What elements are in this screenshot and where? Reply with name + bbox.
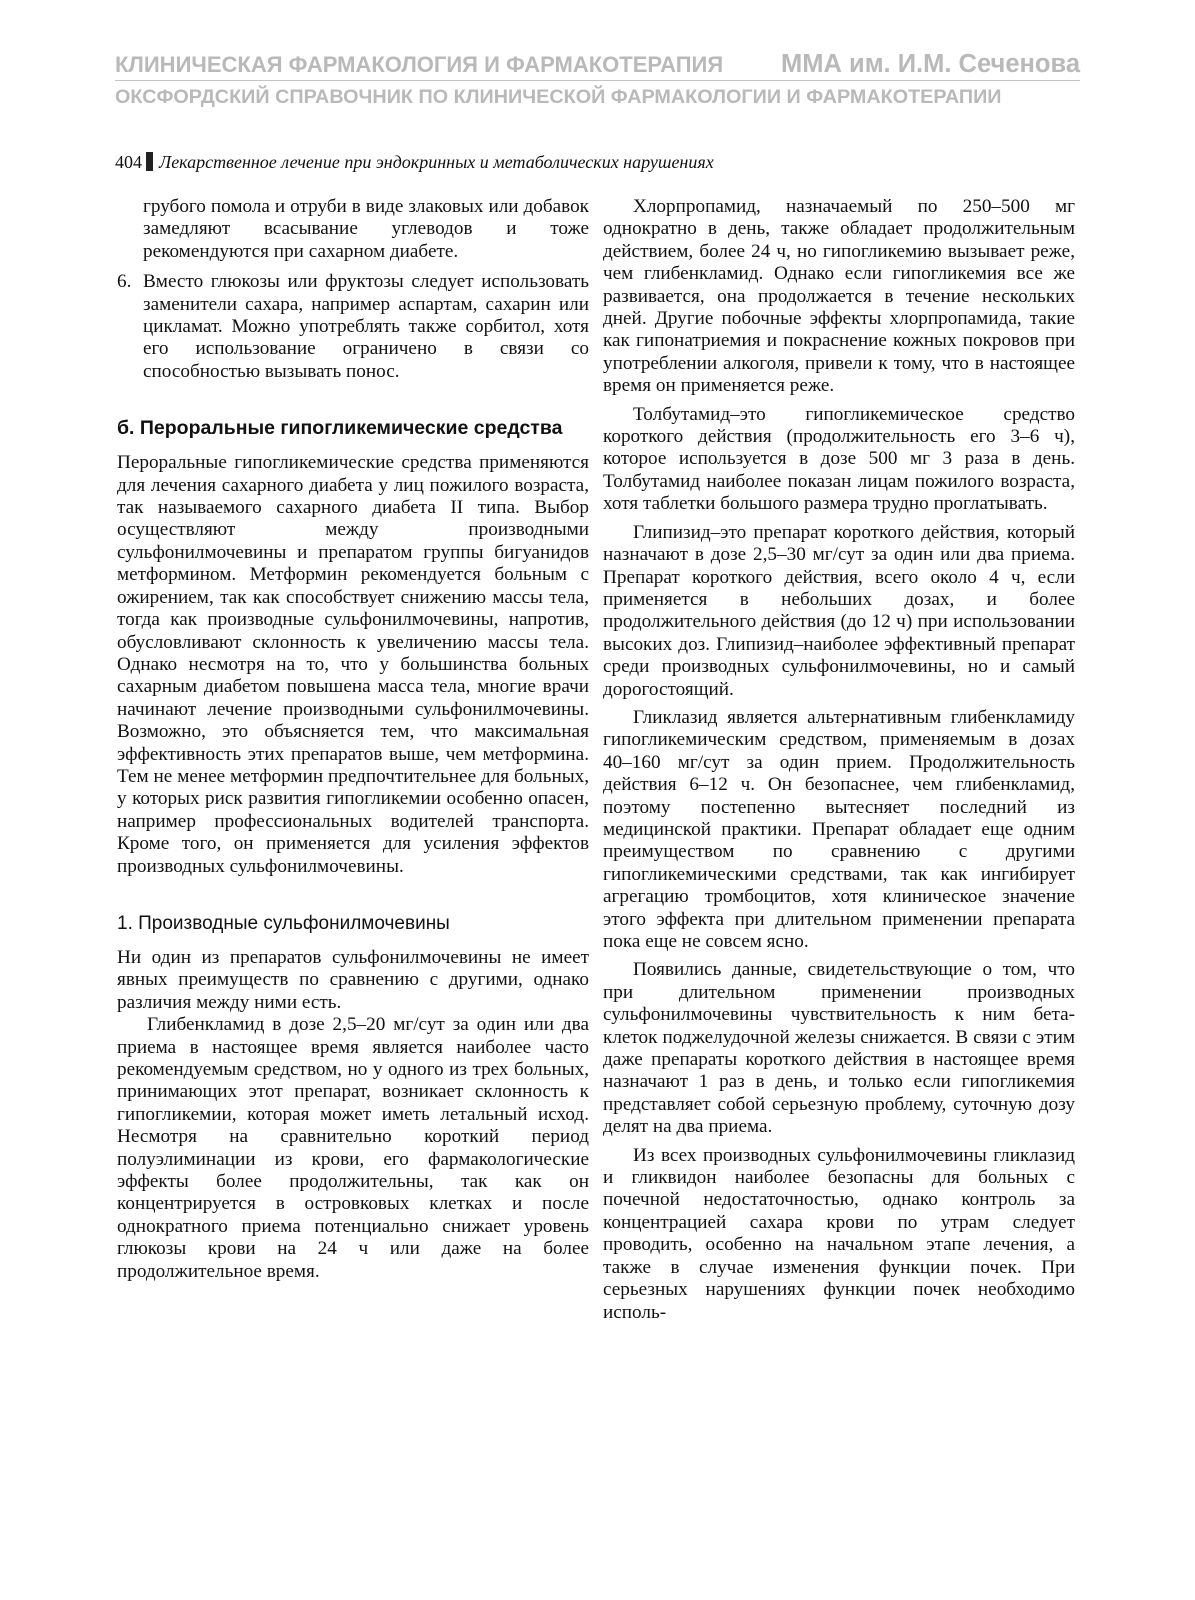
- running-title: Лекарственное лечение при эндокринных и метаболических нарушениях: [159, 152, 714, 172]
- watermark-university: ММА им. И.М. Сеченова: [781, 50, 1080, 78]
- paragraph: Появились данные, свидетельствующие о том, что при длительном применении производных сульфонилмочевины чувствительность к ним бета-клеток поджелудочной железы снижается. В связи с этим даже препараты короткого действия в настоящее время назначают 1 раз в день, и только если гипогликемия представляет собой серьезную проблему, суточную дозу делят на два приема.: [603, 959, 1075, 1138]
- section-paragraph: Пероральные гипогликемические средства применяются для лечения сахарного диабета у лиц пожилого возраста, так называемого сахарного диабета II типа. Выбор осуществляют между производными сульфонилмочевины и препаратом группы бигуанидов метформином. Метформин рекомендуется больным с ожирением, так как способствует снижению массы тела, тогда как производные сульфонилмочевины, напротив, обусловливают склонность к увеличению массы тела. Однако несмотря на то, что у большинства больных сахарным диабетом повышена масса тела, многие врачи начинают лечение производными сульфонилмочевины. Возможно, это объясняется тем, что максимальная эффективность этих препаратов выше, чем метформина. Тем не менее метформин предпочтительнее для больных, у которых риск развития гипогликемии особенно опасен, например профессиональных водителей транспорта. Кроме того, он применяется для усиления эффектов производных сульфонилмочевины.: [117, 452, 589, 877]
- list-item-continuation: грубого помола и отруби в виде злаковых или добавок замедляют всасывание углеводов и тоже рекомендуются при сахарном диабете.: [143, 196, 589, 262]
- watermark-course-title: КЛИНИЧЕСКАЯ ФАРМАКОЛОГИЯ И ФАРМАКОТЕРАПИЯ: [115, 52, 724, 77]
- list-item-number: 6.: [117, 271, 132, 293]
- paragraph: Из всех производных сульфонилмочевины гликлазид и гликвидон наиболее безопасны для больных с почечной недостаточностью, однако контроль за концентрацией сахара крови по утрам следует проводить, особенно на начальном этапе лечения, а также в случае изменения функции почек. При серьезных нарушениях функции почек необходимо исполь-: [603, 1144, 1075, 1323]
- left-column: [117, 196, 589, 1283]
- paragraph: Глибенкламид в дозе 2,5–20 мг/сут за один или два приема в настоящее время является наиболее часто рекомендуемым средством, но у одного из трех больных, принимающих этот препарат, возникает склонность к гипогликемии, которая может иметь летальный исход. Несмотря на сравнительно короткий период полуэлиминации из крови, его фармакологические эффекты более продолжительны, так как он концентрируется в островковых клетках и после однократного приема потенциально снижает уровень глюкозы крови на 24 ч или даже на более продолжительное время.: [117, 1014, 589, 1282]
- paragraph: Глипизид–это препарат короткого действия, который назначают в дозе 2,5–30 мг/сут за один или два приема. Препарат короткого действия, всего около 4 ч, если применяется в небольших дозах, и более продолжительного действия (до 12 ч) при использовании высоких доз. Глипизид–наиболее эффективный препарат среди производных сульфонилмочевины, но и самый дорогостоящий.: [603, 521, 1075, 700]
- subsection-heading: 1. Производные сульфонилмочевины: [117, 912, 450, 934]
- list-item-6: [117, 271, 589, 383]
- paragraph: Толбутамид–это гипогликемическое средство короткого действия (продолжительность его 3–6 ч), которое используется в дозе 500 мг 3 раза в день. Толбутамид наиболее показан лицам пожилого возраста, хотя таблетки большого размера трудно проглатывать.: [603, 403, 1075, 515]
- list-item-text: Вместо глюкозы или фруктозы следует использовать заменители сахара, например аспартам, сахарин или цикламат. Можно употреблять также сорбитол, хотя его использование ограничено в связи со способностью вызывать понос.: [143, 271, 589, 382]
- running-header: [115, 152, 1080, 173]
- watermark-book-title: ОКСФОРДСКИЙ СПРАВОЧНИК ПО КЛИНИЧЕСКОЙ ФАРМАКОЛОГИИ И ФАРМАКОТЕРАПИИ: [115, 86, 1002, 108]
- paragraph: Ни один из препаратов сульфонилмочевины не имеет явных преимуществ по сравнению с другими, однако различия между ними есть.: [117, 946, 589, 1013]
- watermark-banner: [115, 50, 1080, 81]
- paragraph: Гликлазид является альтернативным глибенкламиду гипогликемическим средством, применяемым в дозах 40–160 мг/сут за один прием. Продолжительность действия 6–12 ч. Он безопаснее, чем глибенкламид, поэтому постепенно вытесняет последний из медицинской практики. Препарат обладает еще одним преимуществом по сравнению с другими гипогликемическими средствами, так как ингибирует агрегацию тромбоцитов, хотя клиническое значение этого эффекта при длительном применении препарата пока еще не совсем ясно.: [603, 706, 1075, 952]
- page-number: 404: [115, 152, 142, 172]
- paragraph: Хлорпропамид, назначаемый по 250–500 мг однократно в день, также обладает продолжительным действием, более 24 ч, но гипогликемию вызывает реже, чем глибенкламид. Однако если гипогликемия все же развивается, она продолжается в течение нескольких дней. Другие побочные эффекты хлорпропамида, такие как гипонатриемия и покраснение кожных покровов при употреблении алкоголя, привели к тому, что в настоящее время он применяется реже.: [603, 196, 1075, 397]
- header-bar-mark: [146, 152, 153, 171]
- section-heading: б. Пероральные гипогликемические средства: [117, 417, 563, 440]
- right-column: [603, 196, 1075, 1324]
